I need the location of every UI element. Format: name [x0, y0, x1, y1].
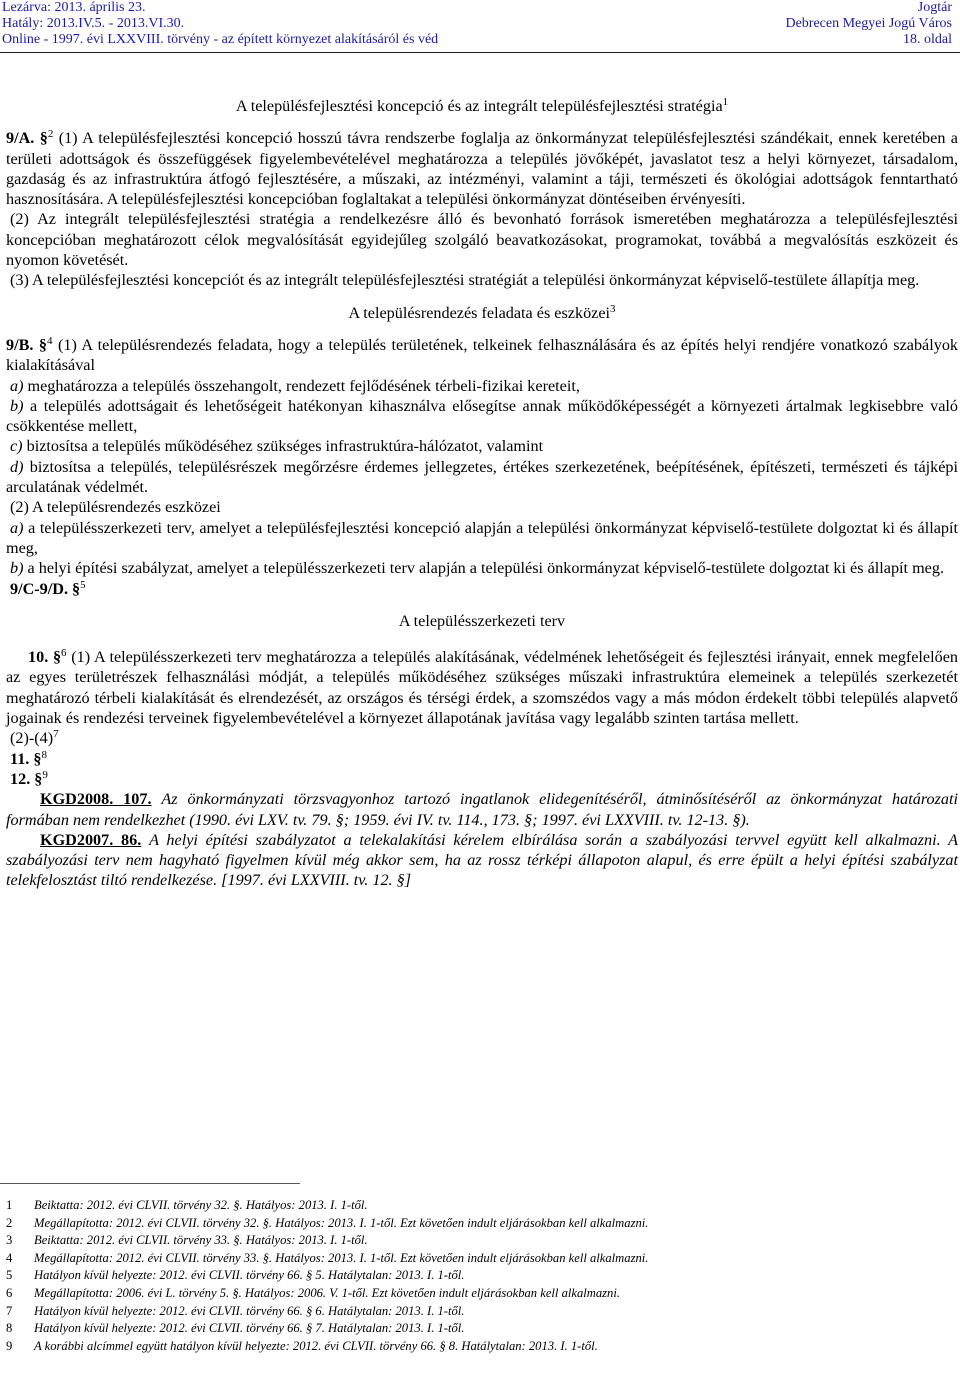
footnote-ref[interactable]: 6 — [61, 647, 67, 660]
paragraph-9b-2: (2) A településrendezés eszközei — [10, 498, 221, 517]
header-law-title: Online - 1997. évi LXXVIII. törvény - az épített környezet alakításáról és véd — [2, 32, 439, 47]
footnotes — [6, 1197, 946, 1355]
header-licensee: Debrecen Megyei Jogú Város — [785, 16, 952, 31]
section-12: 12. §$^9$ — [10, 768, 48, 788]
section-11: 11. §$^8$ — [10, 748, 47, 768]
paragraph-9a-2: (2) Az integrált településfejlesztési stratégia a rendelkezésre álló és bevonható források ismeretében meghatározza a településfejlesztési koncepcióban meghatározott célok megvalósítását egyidejűleg szolgáló beavatkozásokat, programokat, továbbá a megvalósítás eszközeit és nyomon követését. — [6, 210, 958, 270]
header-validity: Hatály: 2013.IV.5. - 2013.VI.30. — [2, 16, 185, 31]
list-item-2a: a) a településszerkezeti terv, amelyet a településfejlesztési koncepció alapján a települési önkormányzat képviselő-testülete dolgoztat ki és állapít meg, — [6, 518, 958, 557]
header-divider — [0, 52, 960, 53]
footnote: 3 Beiktatta: 2012. évi CLVII. törvény 33. §. Hatályos: 2013. I. 1-től. — [6, 1233, 368, 1248]
footnote-ref[interactable]: 5 — [80, 578, 86, 591]
footnote-ref[interactable]: 9 — [42, 768, 48, 781]
paragraph-9a-3: (3) A településfejlesztési koncepciót és az integrált településfejlesztési stratégiát a települési önkormányzat képviselő-testülete állapítja meg. — [10, 271, 920, 290]
footnote-divider — [0, 1183, 300, 1184]
footnote-ref[interactable]: 4 — [47, 334, 53, 347]
footnote: 5 Hatályon kívül helyezte: 2012. évi CLVII. törvény 66. § 5. Hatálytalan: 2013. I. 1-től. — [6, 1268, 465, 1283]
paragraph-9b-1: 9/B. §$^4$ (1) A településrendezés feladata, hogy a település területének, telkeinek felhasználására és az építés helyi rendjére vonatkozó szabályok kialakításával — [6, 334, 959, 375]
section-title-concept: A településfejlesztési koncepció és az integrált településfejlesztési stratégia$^1$ — [235, 96, 729, 115]
court-decision-2007: KGD2007. 86. A helyi építési szabályzatot a telekalakítási kérelem elbírálása során a szabályozási tervvel együtt kell alkalmazni. A szabályozási terv nem hagyható figyelmen kívül még akkor sem, ha az rossz térképi állapoton alapul, és erre épült a helyi építési szabályzat telekfelosztást tiltó rendelkezése. [1997. évi LXXVIII. tv. 12. §] — [6, 830, 959, 890]
section-9c-9d: 9/C-9/D. §$^5$ — [10, 578, 86, 598]
footnote: 2 Megállapította: 2012. évi CLVII. törvény 32. §. Hatályos: 2013. I. 1-től. Ezt követően indult eljárásokban kell alkalmazni. — [6, 1215, 649, 1230]
section-number: 9/A. — [6, 129, 35, 148]
footnote-ref[interactable]: 1 — [722, 96, 729, 108]
footnote-ref[interactable]: 7 — [53, 728, 59, 741]
header-left — [2, 0, 438, 48]
court-decision-link[interactable]: KGD2008. 107. — [40, 790, 152, 809]
list-item-b: b) a település adottságait és lehetőségeit hatékonyan kihasználva elősegítse annak működőképességét a környezeti ártalmak legkisebbre való csökkentése mellett, — [6, 396, 959, 436]
footnote: 7 Hatályon kívül helyezte: 2012. évi CLVII. törvény 66. § 6. Hatálytalan: 2013. I. 1-től. — [6, 1303, 465, 1318]
list-item-c: c) biztosítsa a település működéséhez szükséges infrastruktúra-hálózatot, valamint — [10, 437, 544, 456]
list-item-2b: b) a helyi építési szabályzat, amelyet a településszerkezeti terv alapján a települési önkormányzat képviselő-testülete dolgoztat ki és állapít meg. — [10, 559, 945, 578]
header-right — [785, 0, 952, 48]
footnote-ref[interactable]: 2 — [47, 128, 54, 141]
section-title-structure-plan: A településszerkezeti terv — [398, 611, 566, 630]
document-body — [6, 96, 958, 891]
footnote: 9 A korábbi alcímmel együtt hatályon kívül helyezte: 2012. évi CLVII. törvény 66. § 8. Hatálytalan: 2013. I. 1-től. — [6, 1338, 598, 1353]
footnote: 8 Hatályon kívül helyezte: 2012. évi CLVII. törvény 66. § 7. Hatálytalan: 2013. I. 1-től. — [6, 1321, 465, 1336]
section-number: 9/B. — [6, 335, 34, 354]
court-decision-link[interactable]: KGD2007. 86. — [40, 830, 142, 849]
section-title-planning: A településrendezés feladata és eszközei$^3$ — [348, 302, 616, 322]
footnote-ref[interactable]: 8 — [41, 748, 47, 761]
paragraph-10-1: 10. §$^6$ (1) A településszerkezeti terv meghatározza a település alakításának, védelmének lehetőségeit és fejlesztési irányait, ennek megfelelően az egyes területrészek felhasználási módját, a település működéséhez szükséges műszaki infrastruktúra elemeinek a település szerkezetét meghatározó térbeli kialakítását és elrendezését, az országos és térségi érdek, a szomszédos vagy a más módon érdekelt többi település alapvető jogainak és rendezési terveinek figyelembevételével a környezet állapotának javítása vagy legalább szinten tartása mellett. — [6, 647, 958, 728]
footnote: 1 Beiktatta: 2012. évi CLVII. törvény 32. §. Hatályos: 2013. I. 1-től. — [6, 1198, 368, 1212]
header-page-number: 18. oldal — [903, 32, 952, 47]
header-brand: Jogtár — [917, 0, 952, 15]
footnote-ref[interactable]: 3 — [610, 302, 616, 315]
list-item-d: d) biztosítsa a település, településrészek megőrzésre érdemes jellegzetes, értékes szerkezetének, beépítésének, építészeti, természeti és tájképi arculatának védelmét. — [6, 457, 959, 497]
paragraph-10-2-4: $(2)-(4)^7$ — [10, 728, 59, 748]
list-item-a: a) meghatározza a település összehangolt, rendezett fejlődésének térbeli-fizikai kereteit, — [10, 376, 580, 395]
paragraph-9a-1: 9/A. §$^2$ (1) A településfejlesztési koncepció hosszú távra rendszerbe foglalja az önkormányzat településfejlesztési szándékait, ennek keretében a területi adottságok és összefüggések figyelembevételével meghatározza a település jövőképét, javaslatot tesz a helyi környezet, társadalom, gazdaság és az infrastruktúra átfogó fejlesztésére, a műszaki, az intézményi, valamint a táji, természeti és ökológiai adottságok fenntartható hasznosítására. A településfejlesztési koncepcióban foglaltakat a települési önkormányzat döntéseiben érvényesíti. — [6, 128, 958, 209]
footnote: 6 Megállapította: 2006. évi L. törvény 5. §. Hatályos: 2006. V. 1-től. Ezt követően indult eljárásokban kell alkalmazni. — [6, 1285, 620, 1300]
court-decision-2008: KGD2008. 107. Az önkormányzati törzsvagyonhoz tartozó ingatlanok elidegenítéséről, átminősítéséről az önkormányzat határozati formában nem rendelkezhet (1990. évi LXV. tv. 79. §; 1959. évi IV. tv. 114., 173. §; 1997. évi LXXVIII. tv. 12-13. §). — [6, 790, 959, 829]
footnote: 4 Megállapította: 2012. évi CLVII. törvény 33. §. Hatályos: 2013. I. 1-től. Ezt követően indult eljárásokban kell alkalmazni. — [6, 1250, 649, 1265]
header-closed-date: Lezárva: 2013. április 23. — [2, 0, 146, 15]
